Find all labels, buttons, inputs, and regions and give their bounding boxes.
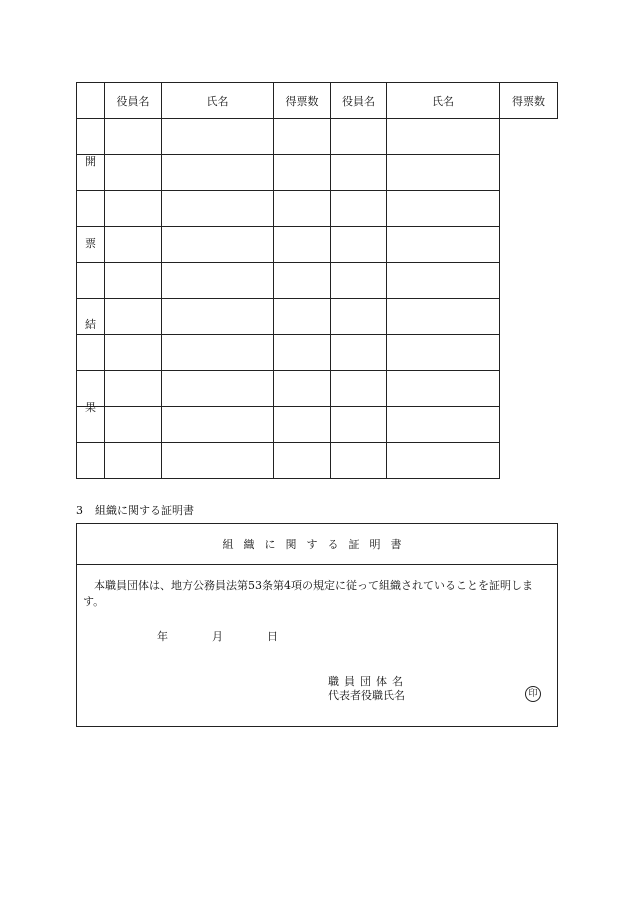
table-row (77, 443, 558, 479)
table-cell (331, 299, 387, 335)
table-cell (274, 227, 331, 263)
table-cell (162, 263, 274, 299)
table-row (77, 227, 558, 263)
seal-mark: 印 (525, 686, 541, 702)
table-cell (331, 227, 387, 263)
table-cell (105, 191, 162, 227)
table-cell (274, 191, 331, 227)
table-cell (77, 263, 105, 299)
table-cell (387, 263, 500, 299)
table-cell (387, 407, 500, 443)
table-cell (274, 335, 331, 371)
table-row (77, 407, 558, 443)
table-cell (105, 299, 162, 335)
table-cell (162, 191, 274, 227)
table-cell (274, 119, 331, 155)
header-name: 氏名 (162, 83, 274, 119)
table-cell (274, 299, 331, 335)
side-label-char: 結 (85, 318, 96, 331)
date-month: 月 (212, 630, 223, 643)
table-cell (162, 335, 274, 371)
table-cell (387, 299, 500, 335)
table-cell (162, 371, 274, 407)
side-label-char: 果 (85, 401, 96, 414)
table-cell (387, 371, 500, 407)
table-row (77, 335, 558, 371)
table-cell (331, 263, 387, 299)
table-cell (331, 191, 387, 227)
table-cell (274, 443, 331, 479)
certificate-title: 組織に関する証明書 (77, 524, 557, 565)
table-cell (331, 155, 387, 191)
table-cell (105, 227, 162, 263)
table-cell (274, 155, 331, 191)
table-cell (387, 443, 500, 479)
table-cell (77, 191, 105, 227)
side-label (77, 83, 104, 414)
side-label-char: 開 (85, 155, 96, 168)
table-cell (105, 263, 162, 299)
table-cell (162, 119, 274, 155)
voting-results-table (76, 82, 558, 479)
table-cell (77, 119, 105, 155)
section-number: 3 (76, 504, 83, 517)
table-cell (105, 155, 162, 191)
table-cell (162, 443, 274, 479)
table-cell (162, 299, 274, 335)
table-cell (77, 335, 105, 371)
certificate-body: 本職員団体は、地方公務員法第53条第4項の規定に従って組織されていることを証明します。 (83, 579, 533, 608)
table-cell (77, 443, 105, 479)
table-cell (387, 227, 500, 263)
table-cell (331, 443, 387, 479)
table-cell (387, 191, 500, 227)
table-cell (331, 371, 387, 407)
section-title: 組織に関する証明書 (95, 504, 194, 517)
date-year: 年 (157, 630, 168, 643)
representative-label: 代表者役職氏名 (328, 689, 405, 702)
table-cell (387, 155, 500, 191)
table-cell (274, 263, 331, 299)
table-cell (105, 371, 162, 407)
table-cell (274, 407, 331, 443)
table-cell (105, 335, 162, 371)
date-line (157, 628, 278, 644)
table-row (77, 263, 558, 299)
section-heading (76, 502, 194, 518)
header-votes: 得票数 (274, 83, 331, 119)
table-cell (162, 407, 274, 443)
table-row (77, 299, 558, 335)
table-cell (387, 119, 500, 155)
table-cell (162, 155, 274, 191)
side-label-char: 票 (85, 237, 96, 250)
table-cell (105, 407, 162, 443)
org-name-label: 職員団体名 (328, 675, 408, 688)
table-row (77, 371, 558, 407)
table-header-row (77, 83, 558, 119)
table-cell (331, 119, 387, 155)
table-row (77, 119, 558, 155)
table-row (77, 191, 558, 227)
table-cell (387, 335, 500, 371)
table-cell (105, 119, 162, 155)
header-votes: 得票数 (500, 83, 558, 119)
side-label-cell (77, 83, 105, 414)
certificate-box (76, 523, 558, 727)
table-cell (331, 407, 387, 443)
header-officer-title: 役員名 (331, 83, 387, 119)
table-cell (105, 443, 162, 479)
table-cell (274, 371, 331, 407)
table-cell (162, 227, 274, 263)
table-cell (331, 335, 387, 371)
header-name: 氏名 (387, 83, 500, 119)
header-officer-title: 役員名 (105, 83, 162, 119)
date-day: 日 (267, 630, 278, 643)
table-row (77, 155, 558, 191)
